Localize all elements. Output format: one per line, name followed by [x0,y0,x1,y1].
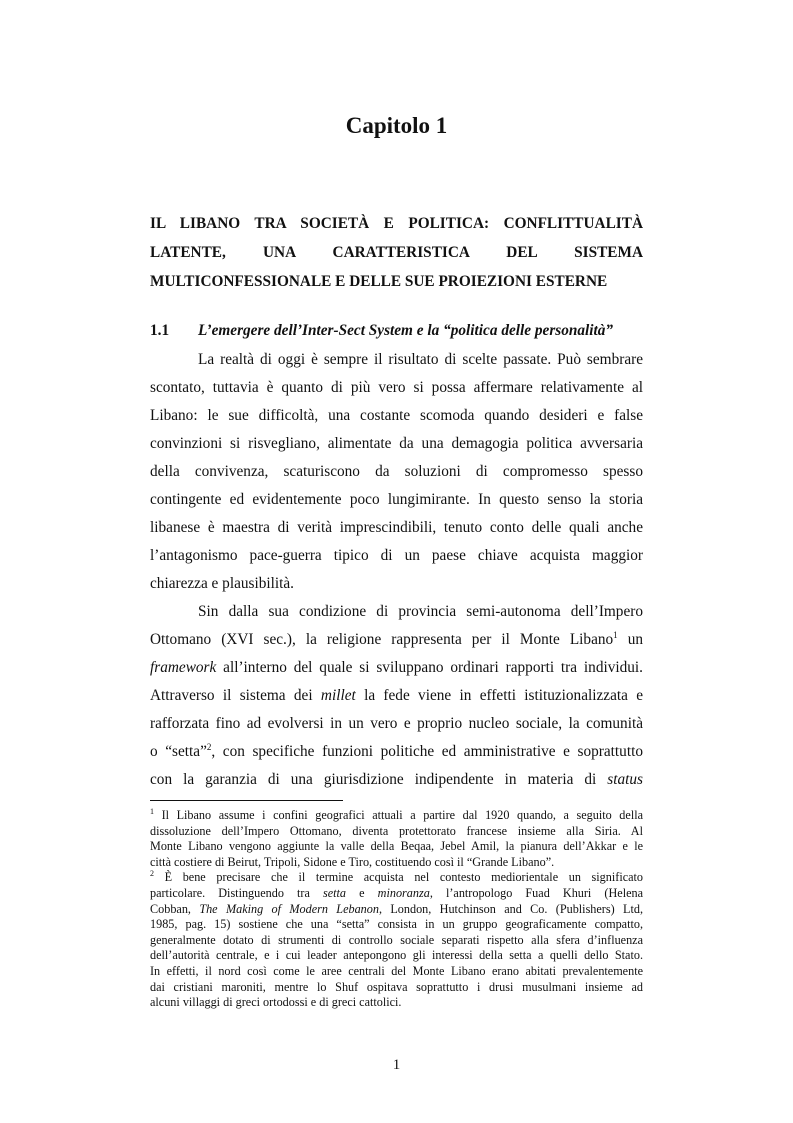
chapter-heading [150,209,643,296]
paragraph-line: l’antagonismo pace-guerra tipico di un paese chiave acquista maggior [150,547,643,564]
paragraph-line [150,682,643,710]
paragraph-line: chiarezza e plausibilità. [150,575,294,592]
chapter-heading-line: IL LIBANO TRA SOCIETÀ E POLITICA: CONFLITTUALITÀ [150,215,643,232]
footnote-ref[interactable]: 1 [613,630,618,640]
paragraph-line: libanese è maestra di verità imprescindibili, tenuto conto delle quali anche [150,519,643,536]
chapter-heading-line: LATENTE, UNA CARATTERISTICA DEL SISTEMA [150,244,643,261]
italic-term: setta [323,885,347,900]
paragraph-line: della convivenza, scaturiscono da soluzioni di compromesso spesso [150,463,643,480]
text-run: la fede viene in effetti istituzionalizzata e [355,687,643,704]
text-run: , con specifiche funzioni politiche ed amministrative e soprattutto [211,743,643,760]
body-text [150,346,643,794]
footnote-line [150,902,643,918]
text-run: con la garanzia di una giurisdizione indipendente in materia di [150,771,608,788]
italic-term: framework [150,659,217,676]
paragraph-line: Libano: le sue difficoltà, una costante scomoda quando desideri e false [150,407,643,424]
footnote-line: generalmente dotato di strumenti di controllo sociale separati rispetto alla sfera d’influenza [150,932,643,947]
text-run: e [346,885,378,900]
footnote-line: città costiere di Beirut, Tripoli, Sidone e Tiro, costituendo così il “Grande Libano”. [150,854,555,869]
footnote-ref[interactable]: 2 [206,742,212,752]
text-run: Cobban, [150,901,200,916]
text-run: un [617,631,643,648]
paragraph-line [150,626,643,654]
book-title: The Making of Modern Lebanon [199,901,379,916]
footnotes [150,808,643,1011]
paragraph-line: rafforzata fino ad evolversi in un vero e proprio nucleo sociale, la comunità [150,715,643,732]
page-number: 1 [392,1057,401,1073]
chapter-title: Capitolo 1 [345,113,448,138]
footnote-line: In effetti, il nord così come le aree centrali del Monte Libano erano abitati prevalentemente [150,963,643,978]
footnote-marker: 2 [150,869,154,879]
footnote-line [150,808,643,824]
chapter-heading-line: MULTICONFESSIONALE E DELLE SUE PROIEZIONI ESTERNE [150,273,608,290]
footnote-line: Monte Libano vengono aggiunte la valle della Beqaa, Jebel Amil, la pianura dell’Akkar e le [150,839,643,854]
footnote-line: dell’autorità centrale, e i cui leader antepongono gli interessi della setta a quelli dello Stato. [150,948,643,963]
footnote-line: alcuni villaggi di greci ortodossi e di greci cattolici. [150,995,402,1010]
text-run: Attraverso il sistema dei [150,687,321,704]
footnote-line: 1985, pag. 15) sostiene che una “setta” consista in un gruppo geograficamente compatto, [150,917,643,932]
section-title: L’emergere dell’Inter-Sect System e la “politica delle personalità” [198,322,614,339]
text-run: , l’antropologo Fuad Khuri (Helena [429,885,643,900]
text-run: È bene precisare che il termine acquista nel contesto mediorientale un significato [154,870,643,885]
paragraph-line: scontato, tuttavia è quanto di più vero si possa affermare relativamente al [150,379,643,396]
paragraph-line [150,654,643,682]
section-heading [150,320,643,342]
footnote-marker: 1 [150,807,154,816]
text-run: Il Libano assume i confini geografici attuali a partire dal 1920 quando, a seguito della [154,808,643,822]
section-number: 1.1 [150,322,170,339]
paragraph-line: convinzioni si risvegliano, alimentate da una demagogia politica avversaria [150,435,643,452]
footnote-line: dissoluzione dell’Impero Ottomano, diventa protettorato francese insieme alla Siria. Al [150,823,643,838]
paragraph-line [150,738,643,766]
footnote-separator [150,800,343,801]
paragraph-line: La realtà di oggi è sempre il risultato di scelte passate. Può sembrare [198,351,643,368]
paragraph-line: contingente ed evidentemente poco lungimirante. In questo senso la storia [150,491,643,508]
text-run: particolare. Distinguendo tra [150,885,323,900]
footnote-line: dai cristiani maroniti, mentre lo Shuf ospitava soprattutto i drusi musulmani insieme ad [150,979,643,994]
text-run: o “setta” [150,743,207,760]
footnote-line [150,886,643,902]
text-run: , London, Hutchinson and Co. (Publishers) Ltd, [378,901,643,916]
italic-term: millet [320,687,356,704]
italic-term: status [607,771,643,788]
paragraph-line [150,766,643,794]
italic-term: minoranza [377,885,430,900]
text-run: Ottomano (XVI sec.), la religione rappresenta per il Monte Libano [150,631,614,648]
paragraph-line: Sin dalla sua condizione di provincia semi-autonoma dell’Impero [198,603,643,620]
text-run: all’interno del quale si sviluppano ordinari rapporti tra individui. [216,659,643,676]
footnote-line [150,870,643,886]
